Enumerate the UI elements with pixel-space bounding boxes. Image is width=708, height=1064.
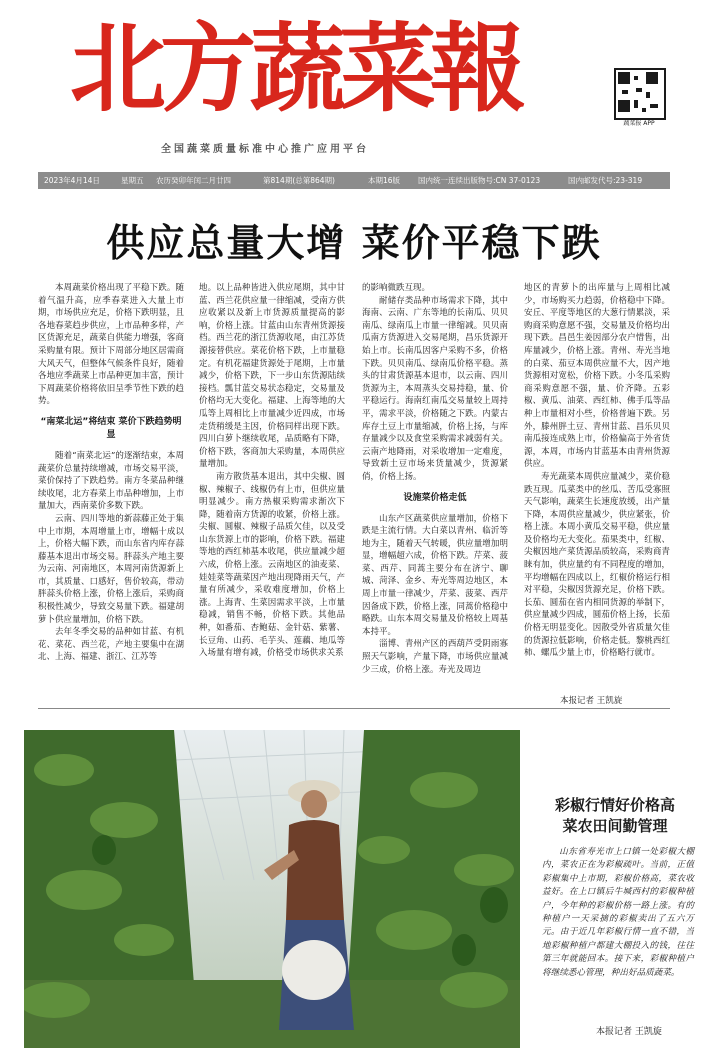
issue-weekday: 星期五	[121, 176, 144, 185]
feature-headline-line-1: 彩椒行情好价格高	[554, 796, 675, 814]
paragraph: 的影响微跌互现。	[362, 283, 431, 293]
paragraph: 去年冬季交易的品种如甘蓝、有机花、菜花、西兰花，产地主要集中在湖北、上海、福建、浙江、江苏等	[38, 627, 184, 663]
issue-cn-number: 国内统一连续出版物号:CN 37-0123	[418, 176, 541, 185]
article-column-4	[524, 282, 670, 690]
article-column-1	[38, 282, 184, 694]
qr-label: 蔬菜报 APP	[623, 120, 655, 127]
paragraph: 云南、四川等地的新蒜藤正处于集中上市期，本周增量上市，增幅十成以上，价格大幅下跌，而山东省内库存蒜藤基本退出市场交易。胖蒜头产地主要为云南、河南地区，本周河南货源新上市，其质量、口感好，售价较高，带动胖蒜头价格上涨，价格上涨后，采购商积极性减少，导致交易量下跌。福建胡萝卜供应量增加，价格下跌。	[38, 513, 184, 625]
section-divider	[38, 708, 670, 709]
issue-postal-code: 国内邮发代号:23-319	[568, 176, 643, 185]
paragraph: 南方散货基本退出，其中尖椒、圆椒、辣椒子、线椒仍有上市，但供应量明显减少。南方热椒采购需求渐次下降，随着南方货源的收紧，价格上涨。尖椒、圆椒、辣椒子品质欠佳，以及受山东货源上市的影响，价格下跌。福建等地的西红柿基本收尾，供应量减少超六成，价格上涨。云南地区的油麦菜、娃娃菜等蔬菜因产地出现降雨天气，产量有所减少，采收难度增加，价格上涨。上海青、生菜因需求平淡，上市量稳减，销售不畅，价格下跌。其他品种，如番茄、杏鲍菇、金针菇、紫薯、长豆角、山药、毛芋头、莲藕、地瓜等入场量有增有减，价格受市场供求关系	[199, 471, 345, 659]
feature-headline	[530, 795, 700, 837]
feature-caption	[542, 846, 694, 980]
article-column-3	[362, 282, 508, 694]
paragraph: 地区的青萝卜的出库量与上周相比减少，市场购买力趋弱，价格稳中下降。安丘、平度等地区的大葱行情累淡，采购商采购意愿不强，交易量及价格均出现下跌。昌邑生姜因部分农户惜售，出库量减少，价格上涨。青州、寿光当地的白菜、茄豆本周供应量不大，因产地货源相对宽松，价格下跌。小冬瓜采购商采购意愿不强，量、价齐降。五彩椒、黄瓜、油菜、西红柿、佛手瓜等品种上市量相对小些，价格普遍下跌。另外，滕州胖土豆、青州甘蓝、昌乐贝贝南瓜接连成熟上市，价格偏高于外省货源，本周，市场内甘蓝基本由青州货源供应。	[524, 283, 670, 470]
masthead-subtitle: 全国蔬菜质量标准中心推广应用平台	[161, 144, 369, 155]
issue-lunar-date: 农历癸卯年闰二月廿四	[156, 176, 231, 185]
section-subhead: 设施菜价格走低	[403, 492, 467, 503]
paragraph: 山东产区蔬菜供应量增加，价格下跌是主流行情。大白菜以青州、临沂等地为主，随着天气转暖，供应量增加明显，增幅超六成，价格下跌。芹菜、菠菜、西芹、同蒿主要分布在济宁、聊城、菏泽、金乡、寿光等周边地区，本周上市量一律减少，芹菜、菠菜、西芹因备成下跌，价格上涨，同蒿价格稳中略跌。山东本周交易量及价格较上周基本持平。	[362, 513, 508, 637]
paragraph: 地。以上品种皆进入供应尾期，其中甘蓝、西兰花供应量一律缩减，受南方供应收紧以及新上市货源质量提高的影响，价格上涨。甘蓝由山东青州货源接档。西兰花的浙江货源收尾，由江苏货源接替供应。菜花价格下跌，上市量稳定。有机花福建货源处于尾期，上市量减少，价格下跌，下一步山东货源陆续接档。瓢甘蓝交易状态稳定，交易量及价格均无大变化。福建、上海等地的大瓜等上周相比上市量减少近四成，市场走货稍缓是主因，价格同样出现下跌。四川白萝卜继续收尾，品质略有下降，价格下跌，客商加大采购量，本周供应量增加。	[199, 283, 345, 470]
paragraph: 耐储存类品种市场需求下降，其中海南、云南、广东等地的长南瓜、贝贝南瓜、绿南瓜上市量一律缩减。贝贝南瓜南方货源进入交易尾期，昌乐货源开始上市。长南瓜因客户采购不多，价格下跌。贝贝南瓜、绿南瓜价格平稳。蒸头的甘肃货源基本退市，以云南、四川货源为主，本周蒸头交易持稳，量、价平稳运行。海南红南瓜交易量较上周持平，需求平淡，价格随之下跌。内蒙古库存土豆上市量缩减，价格上扬，与库存量减少以及食堂采购需求减弱有关。云南产地降雨，对采收增加一定难度，导致新土豆市场来货量减少，货源紧俏，价格上扬。	[362, 295, 508, 482]
reporter-credit: 本报记者 王凯旋	[560, 696, 623, 706]
masthead-title: 北方蔬菜報	[70, 12, 520, 125]
article-column-2	[199, 282, 345, 694]
qr-code-icon[interactable]	[614, 68, 666, 120]
issue-date: 2023年4月14日	[44, 176, 100, 185]
issue-info-bar	[38, 172, 670, 189]
main-headline: 供应总量大增 菜价平稳下跌	[106, 221, 602, 265]
feature-headline-line-2: 菜农田间勤管理	[562, 817, 668, 835]
greenhouse-photo	[24, 730, 520, 1048]
issue-pages: 本期16版	[368, 176, 401, 185]
paragraph: 本周蔬菜价格出现了平稳下跌。随着气温升高，应季春菜进入大量上市期，市场供应充足，价格下跌明显，且各地春菜趋步供应，上市品种多样，产区货源充足，蔬菜自供能力增强，客商采购量有限。预计下周部分地区居需商大风天气，但整体气候条件良好，随着各地应季蔬菜上市品种更加丰富，预计下周蔬菜价格将依旧呈季节性下跌的趋势。	[38, 283, 184, 407]
paragraph: 随着“南菜北运”的逐渐结束，本周蔬菜价总量持续增减，市场交易平淡，菜价保持了下跌趋势。南方冬菜品种继续收尾，北方春菜上市品种增加，上市量加大，西南菜价多数下跌。	[38, 450, 184, 512]
paragraph: 寿光蔬菜本周供应量减少，菜价稳跌互现。瓜菜类中的丝瓜、苦瓜受寡照天气影响，蔬菜生长速度放缓，出产量下降，本周供应量减少，供应紧张，价格上涨。本周小黄瓜交易平稳，供应量及价格均无大变化。茄果类中，红椒、尖椒因地产菜货源品质较高，采购商青睐有加，供应量约有不同程度的增加，平均增幅在四成以上，红椒价格运行相对平稳，尖椒因货源充足，价格下跌。长茄、圆茄在省内相同货源的举制下，供应量减少四成，圆茄价格上扬，长茄价格无明显变化。因散受外省质量欠佳的货源拉低影响，价格走低。黎桃西红柿、螺瓜少量上市，价格略行就市。	[524, 471, 670, 659]
greenhouse-photo-illustration	[24, 730, 520, 1048]
feature-paragraph: 山东省寿光市上口镇一处彩椒大棚内，菜农正在为彩椒疏叶。当前，正值彩椒集中上市期，彩椒价格高，菜农收益好。在上口镇后牛堿西村的彩椒种植户，今年种的彩椒价格一路上涨。有的种植户一天采摘的彩椒卖出了五六万元。由于近几年彩椒行情一直不错，当地彩椒种植户都建大棚投入的钱，往往第三年就能回本。接下来，彩椒种植户将继续悉心管理，种出好品质蔬菜。	[542, 847, 694, 978]
feature-reporter-credit: 本报记者 王凯旋	[596, 1027, 662, 1037]
issue-number: 第814期(总第864期)	[263, 176, 335, 185]
section-subhead: “南菜北运”将结束 菜价下跌趋势明显	[40, 416, 182, 440]
paragraph: 淄博、青州产区的西葫芦受阴雨寡照天气影响，产量下降，市场供应量减少三成，价格上涨。寿光及周边	[362, 639, 508, 675]
